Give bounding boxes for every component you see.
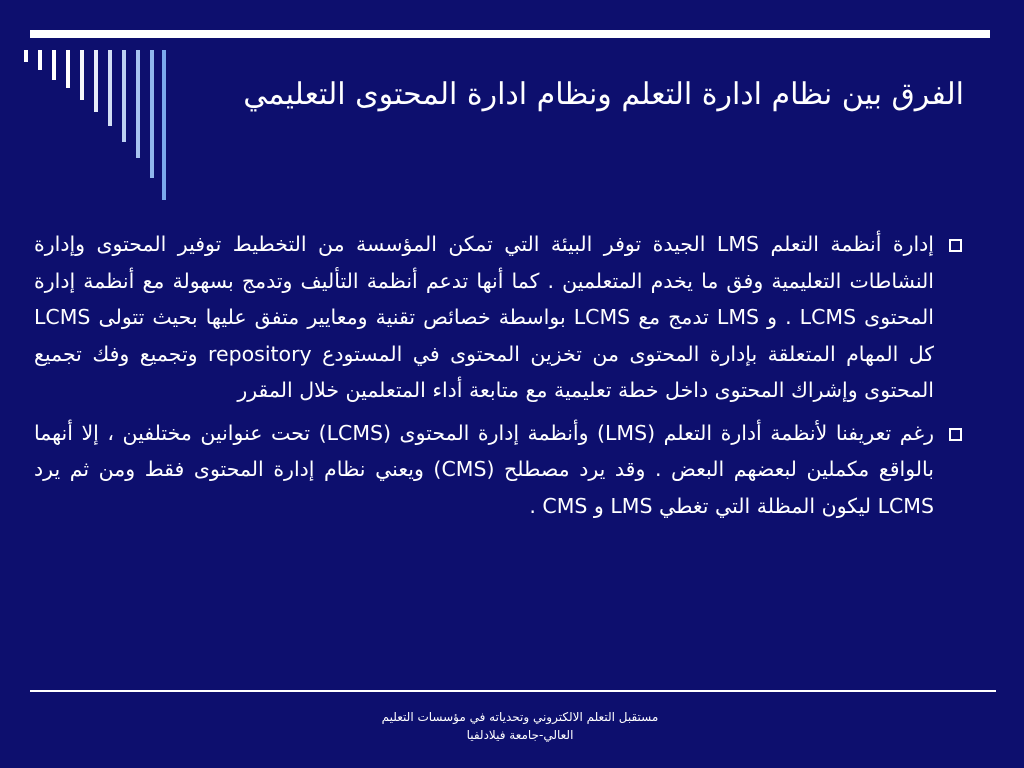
decorative-stripe (108, 50, 112, 126)
bullet-item (34, 226, 962, 409)
decorative-stripe (122, 50, 126, 142)
footer-line-1: مستقبل التعلم الالكتروني وتحدياته في مؤسسات التعليم (381, 710, 659, 724)
footer (340, 708, 700, 744)
decorative-stripe (24, 50, 28, 62)
top-divider (30, 30, 990, 38)
bullet-text: إدارة أنظمة التعلم LMS الجيدة توفر البيئة التي تمكن المؤسسة من التخطيط توفير المحتوى وإدارة النشاطات التعليمية وفق ما يخدم المتعلمين . كما أنها تدعم أنظمة التأليف وتدمج بسهولة مع أنظمة إدارة المحتوى LCMS . و LMS تدمج مع LCMS بواسطة خصائص تقنية ومعايير متفق عليها بحيث تتولى LCMS كل المهام المتعلقة بإدارة المحتوى من تخزين المحتوى في المستودع repository وتجميع وفك تجميع المحتوى وإشراك المحتوى داخل خطة تعليمية مع متابعة أداء المتعلمين خلال المقرر (34, 232, 935, 402)
decorative-stripes (24, 50, 174, 210)
square-bullet-icon (949, 239, 962, 252)
bottom-divider (30, 690, 996, 692)
square-bullet-icon (949, 428, 962, 441)
decorative-stripe (162, 50, 166, 200)
decorative-stripe (150, 50, 154, 178)
decorative-stripe (52, 50, 56, 80)
decorative-stripe (80, 50, 84, 100)
slide-title: الفرق بين نظام ادارة التعلم ونظام ادارة المحتوى التعليمي (243, 77, 964, 112)
decorative-stripe (136, 50, 140, 158)
bullet-list (34, 226, 962, 524)
bullet-text: رغم تعريفنا لأنظمة أدارة التعلم (LMS) وأنظمة إدارة المحتوى (LCMS) تحت عنوانين مختلفين ، إلا أنهما بالواقع مكملين لبعضهم البعض . وقد يرد مصطلح (CMS) ويعني نظام إدارة المحتوى فقط ومن ثم يرد LCMS ليكون المظلة التي تغطي LMS و CMS . (34, 420, 934, 518)
decorative-stripe (38, 50, 42, 70)
decorative-stripe (66, 50, 70, 88)
footer-line-2: العالي-جامعة فيلادلفيا (466, 728, 574, 742)
bullet-item (34, 415, 962, 525)
decorative-stripe (94, 50, 98, 112)
